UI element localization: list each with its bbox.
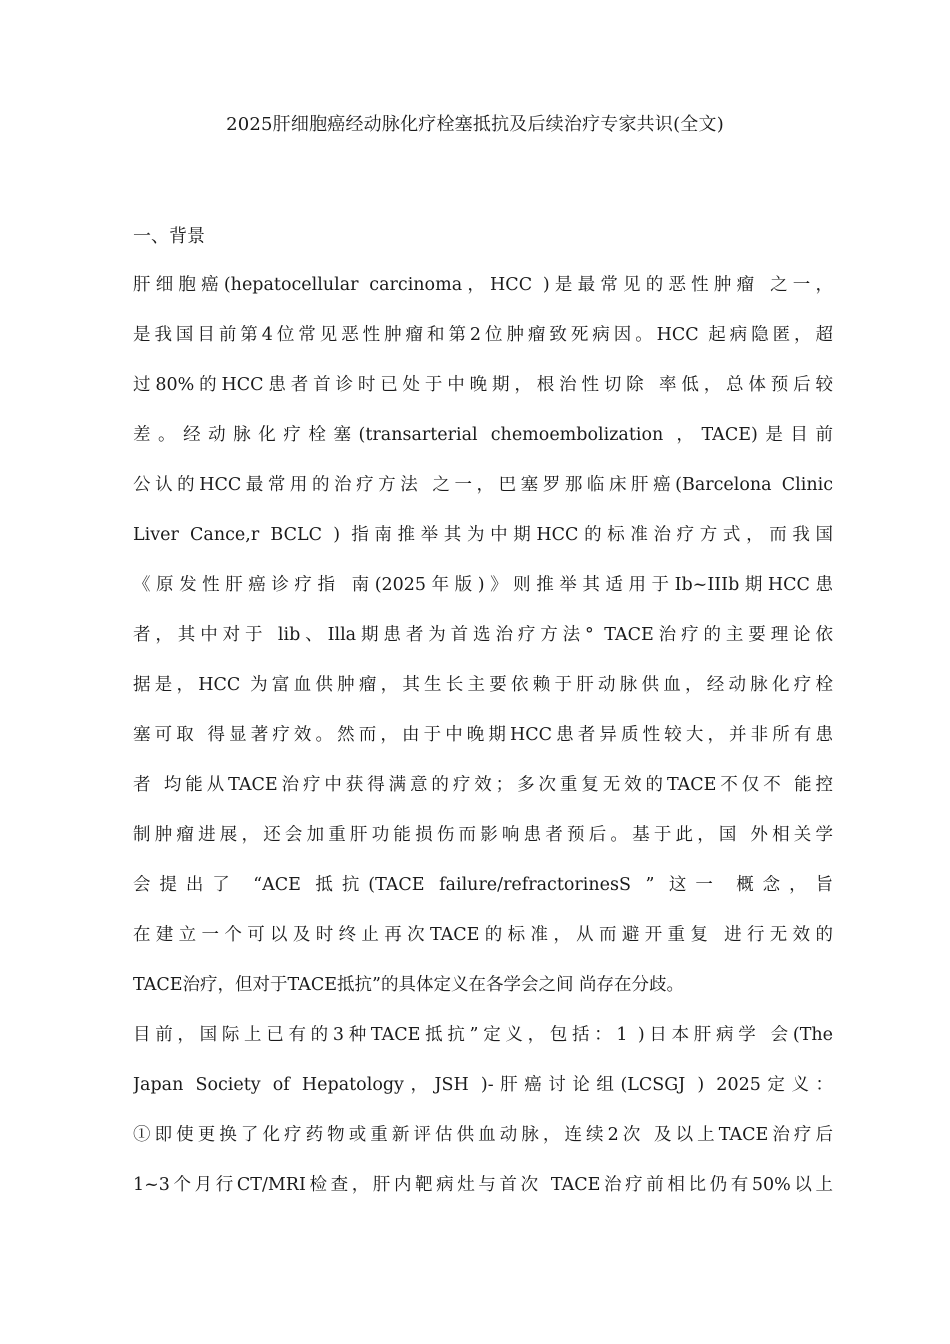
text-line: 肝细胞癌(hepatocellular carcinoma，HCC )是最常见的恶性肿瘤 之一， [133, 275, 833, 295]
body-text [133, 271, 833, 1221]
text-line: 差。经动脉化疗栓塞(transarterial chemoembolization ，TACE)是目前 [133, 425, 833, 445]
text-line: 据是，HCC 为富血供肿瘤，其生长主要依赖于肝动脉供血，经动脉化疗栓 [133, 675, 833, 695]
text-line: 制肿瘤进展，还会加重肝功能损伤而影响患者预后。基于此，国 外相关学 [133, 825, 833, 845]
text-line: Liver Cance,r BCLC ) 指南推举其为中期HCC的标准治疗方式，而我国 [133, 525, 833, 545]
text-line: 是我国目前第4位常见恶性肿瘤和第2位肿瘤致死病因。HCC 起病隐匿，超 [133, 325, 833, 345]
text-line: 在建立一个可以及时终止再次TACE的标准，从而避开重复 进行无效的 [133, 925, 833, 945]
text-line: Japan Society of Hepatology，JSH )-肝癌讨论组(LCSGJ ) 2025定义： [133, 1075, 833, 1095]
text-line: 者 均能从TACE治疗中获得满意的疗效；多次重复无效的TACE不仅不 能控 [133, 775, 833, 795]
text-line: 会提出了 “ACE 抵抗(TACE failure/refractorinesS ” 这一 概念，旨 [133, 875, 833, 895]
text-line: TACE治疗，但对于TACE抵抗”的具体定义在各学会之间 尚存在分歧。 [133, 975, 685, 995]
text-line: 过80%的HCC患者首诊时已处于中晚期，根治性切除 率低，总体预后较 [133, 375, 833, 395]
document-title: 2025肝细胞癌经动脉化疗栓塞抵抗及后续治疗专家共识(全文) [226, 114, 724, 135]
text-line: 者，其中对于 lib、Illa期患者为首选治疗方法° TACE治疗的主要理论依 [133, 625, 833, 645]
text-line: 目前，国际上已有的3种TACE抵抗”定义，包括：1 )日本肝病学 会(The [133, 1025, 833, 1045]
section-heading-background: 一、背景 [133, 226, 205, 247]
text-line: 塞可取 得显著疗效。然而，由于中晚期HCC患者异质性较大，并非所有患 [133, 725, 833, 745]
text-line: 《原发性肝癌诊疗指 南(2025年版)》则推举其适用于Ib~IIIb期HCC患 [133, 575, 833, 595]
text-line: ①即使更换了化疗药物或重新评估供血动脉，连续2次 及以上TACE治疗后 [133, 1125, 833, 1145]
text-line: 1~3个月行CT/MRI检查，肝内靶病灶与首次 TACE治疗前相比仍有50%以上 [133, 1175, 833, 1195]
text-line: 公认的HCC最常用的治疗方法 之一，巴塞罗那临床肝癌(Barcelona Clinic [133, 475, 833, 495]
